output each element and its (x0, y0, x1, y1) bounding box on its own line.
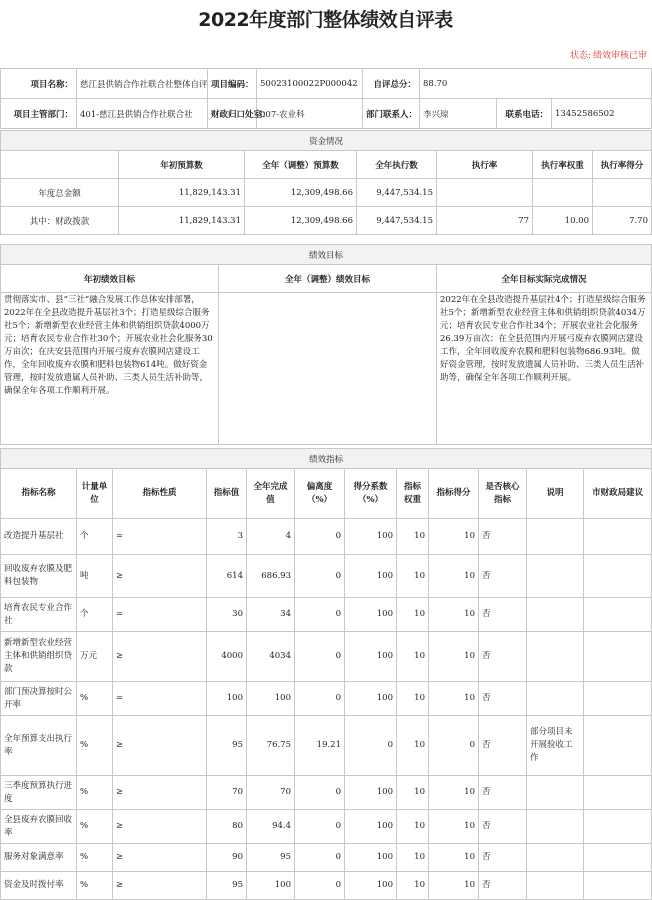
ind-coef: 100 (345, 682, 397, 716)
ind-score: 10 (429, 519, 479, 555)
ind-name: 全县废弃农膜回收率 (1, 810, 77, 844)
funds-row-score: 7.70 (593, 207, 652, 235)
ind-note (527, 844, 584, 872)
ind-score: 10 (429, 810, 479, 844)
ind-deviation: 0 (295, 810, 345, 844)
ind-deviation: 0 (295, 632, 345, 682)
ind-unit: % (77, 844, 113, 872)
ind-nature: ≥ (113, 776, 207, 810)
ind-core: 否 (479, 844, 527, 872)
ind-weight: 10 (397, 844, 429, 872)
ind-unit: 个 (77, 598, 113, 632)
ind-advice (584, 844, 652, 872)
funds-row-label: 年度总金额 (1, 179, 119, 207)
ind-weight: 10 (397, 598, 429, 632)
project-code-value: 50023100022P000042 (257, 69, 363, 99)
funds-row-initial: 11,829,143.31 (119, 207, 245, 235)
goals-actual-text: 2022年在全县改造提升基层社4个；打造星级综合服务社5个；新增新型农业经营主体和供销组织贷款4034万元；培育农民专业合作社34个；开展农业社会化服务26.39万亩次；在全县范围内开展弓废弃农膜网店建设工作，全年回收废弃农膜和肥料包装物686.93吨。做好资金管理，按时发放遗属人员补助、三类人员生活补助等，确保全年各项工作顺利开展。 (437, 293, 652, 445)
ind-note (527, 598, 584, 632)
goals-adjusted-text (219, 293, 437, 445)
ind-weight: 10 (397, 716, 429, 776)
ind-deviation: 0 (295, 555, 345, 598)
goals-header-actual: 全年目标实际完成情况 (437, 265, 652, 293)
ind-advice (584, 810, 652, 844)
funds-row-score (593, 179, 652, 207)
funds-row-rate (437, 179, 533, 207)
funds-corner (1, 151, 119, 179)
ind-header-note: 说明 (527, 469, 584, 519)
funds-header-rate: 执行率 (437, 151, 533, 179)
ind-note (527, 872, 584, 900)
ind-deviation: 0 (295, 598, 345, 632)
funds-row-adjusted: 12,309,498.66 (245, 179, 357, 207)
dept-label: 项目主管部门： (1, 99, 77, 129)
indicators-table (0, 448, 652, 900)
ind-header-coef: 得分系数（%） (345, 469, 397, 519)
score-label: 自评总分： (363, 69, 420, 99)
ind-coef: 100 (345, 844, 397, 872)
ind-header-target: 指标值 (207, 469, 247, 519)
ind-unit: 万元 (77, 632, 113, 682)
ind-actual: 100 (247, 872, 295, 900)
ind-nature: = (113, 598, 207, 632)
funds-row-weight: 10.00 (533, 207, 593, 235)
ind-weight: 10 (397, 555, 429, 598)
phone-value: 13452586502 (552, 99, 652, 129)
indicator-row (1, 632, 652, 682)
funds-row-executed: 9,447,534.15 (357, 179, 437, 207)
indicator-row (1, 519, 652, 555)
funds-header-initial: 年初预算数 (119, 151, 245, 179)
ind-core: 否 (479, 776, 527, 810)
ind-actual: 94.4 (247, 810, 295, 844)
ind-name: 部门预决算按时公开率 (1, 682, 77, 716)
ind-target: 95 (207, 716, 247, 776)
ind-unit: % (77, 776, 113, 810)
ind-coef: 0 (345, 716, 397, 776)
ind-name: 改造提升基层社 (1, 519, 77, 555)
ind-core: 否 (479, 810, 527, 844)
ind-coef: 100 (345, 519, 397, 555)
ind-target: 614 (207, 555, 247, 598)
project-name-label: 项目名称： (1, 69, 77, 99)
ind-score: 10 (429, 682, 479, 716)
ind-header-name: 指标名称 (1, 469, 77, 519)
ind-coef: 100 (345, 555, 397, 598)
status-badge (570, 48, 647, 61)
ind-header-nature: 指标性质 (113, 469, 207, 519)
info-table (0, 68, 652, 129)
ind-note (527, 682, 584, 716)
funds-row (1, 207, 652, 235)
ind-note (527, 519, 584, 555)
funds-row-label: 其中：财政拨款 (1, 207, 119, 235)
ind-note (527, 810, 584, 844)
ind-header-unit: 计量单位 (77, 469, 113, 519)
score-value: 88.70 (420, 69, 652, 99)
ind-unit: % (77, 716, 113, 776)
ind-advice (584, 555, 652, 598)
ind-nature: ≥ (113, 872, 207, 900)
ind-score: 10 (429, 776, 479, 810)
ind-actual: 4 (247, 519, 295, 555)
ind-coef: 100 (345, 632, 397, 682)
ind-nature: ≥ (113, 632, 207, 682)
funds-row (1, 179, 652, 207)
ind-target: 100 (207, 682, 247, 716)
ind-name: 资金及时拨付率 (1, 872, 77, 900)
ind-name: 服务对象满意率 (1, 844, 77, 872)
ind-weight: 10 (397, 776, 429, 810)
ind-header-core: 是否核心指标 (479, 469, 527, 519)
ind-actual: 76.75 (247, 716, 295, 776)
project-name-value: 慈江县供销合作社联合社整体自评 (77, 69, 208, 99)
funds-row-rate: 77 (437, 207, 533, 235)
ind-unit: % (77, 682, 113, 716)
ind-actual: 686.93 (247, 555, 295, 598)
ind-coef: 100 (345, 598, 397, 632)
ind-weight: 10 (397, 872, 429, 900)
ind-unit: 吨 (77, 555, 113, 598)
ind-header-score: 指标得分 (429, 469, 479, 519)
ind-weight: 10 (397, 682, 429, 716)
indicator-row (1, 844, 652, 872)
ind-note (527, 555, 584, 598)
ind-advice (584, 632, 652, 682)
ind-target: 90 (207, 844, 247, 872)
ind-note (527, 776, 584, 810)
ind-header-weight: 指标权重 (397, 469, 429, 519)
ind-coef: 100 (345, 872, 397, 900)
ind-nature: = (113, 682, 207, 716)
ind-advice (584, 598, 652, 632)
ind-deviation: 0 (295, 776, 345, 810)
ind-score: 0 (429, 716, 479, 776)
ind-actual: 4034 (247, 632, 295, 682)
page-title: 2022年度部门整体绩效自评表 (198, 9, 453, 31)
indicator-row (1, 598, 652, 632)
ind-deviation: 0 (295, 872, 345, 900)
goals-table (0, 244, 652, 445)
indicator-row (1, 872, 652, 900)
indicators-section-title: 绩效指标 (1, 449, 652, 469)
ind-coef: 100 (345, 810, 397, 844)
funds-row-initial: 11,829,143.31 (119, 179, 245, 207)
ind-nature: = (113, 519, 207, 555)
ind-target: 30 (207, 598, 247, 632)
ind-note (527, 632, 584, 682)
ind-score: 10 (429, 598, 479, 632)
ind-advice (584, 716, 652, 776)
ind-core: 否 (479, 682, 527, 716)
ind-nature: ≥ (113, 810, 207, 844)
ind-actual: 70 (247, 776, 295, 810)
ind-deviation: 0 (295, 682, 345, 716)
ind-advice (584, 776, 652, 810)
funds-header-weight: 执行率权重 (533, 151, 593, 179)
ind-actual: 100 (247, 682, 295, 716)
ind-target: 95 (207, 872, 247, 900)
ind-unit: 个 (77, 519, 113, 555)
ind-advice (584, 872, 652, 900)
funds-table (0, 130, 652, 235)
ind-nature: ≥ (113, 555, 207, 598)
ind-name: 全年预算支出执行率 (1, 716, 77, 776)
ind-deviation: 0 (295, 844, 345, 872)
ind-deviation: 0 (295, 519, 345, 555)
goals-header-initial: 年初绩效目标 (1, 265, 219, 293)
ind-target: 80 (207, 810, 247, 844)
ind-advice (584, 682, 652, 716)
indicator-row (1, 555, 652, 598)
ind-score: 10 (429, 555, 479, 598)
ind-core: 否 (479, 632, 527, 682)
ind-header-advice: 市财政局建议 (584, 469, 652, 519)
ind-nature: ≥ (113, 844, 207, 872)
status-value: 绩效审核已审 (592, 51, 647, 61)
project-code-label: 项目编码： (208, 69, 257, 99)
finance-label: 财政归口处室： (208, 99, 257, 129)
ind-core: 否 (479, 555, 527, 598)
funds-row-executed: 9,447,534.15 (357, 207, 437, 235)
ind-core: 否 (479, 872, 527, 900)
ind-core: 否 (479, 519, 527, 555)
funds-row-weight (533, 179, 593, 207)
ind-note: 部分项目未开展验收工作 (527, 716, 584, 776)
phone-label: 联系电话： (497, 99, 552, 129)
ind-unit: % (77, 872, 113, 900)
indicator-row (1, 776, 652, 810)
ind-weight: 10 (397, 810, 429, 844)
ind-nature: ≥ (113, 716, 207, 776)
ind-deviation: 19.21 (295, 716, 345, 776)
ind-score: 10 (429, 872, 479, 900)
funds-header-score: 执行率得分 (593, 151, 652, 179)
ind-name: 三季度预算执行进度 (1, 776, 77, 810)
funds-header-adjusted: 全年（调整）预算数 (245, 151, 357, 179)
goals-initial-text: 贯彻落实市、县“三社”融合发展工作总体安排部署，2022年在全县改造提升基层社3个；打造星级综合服务社5个；新增新型农业经营主体和供销组织贷款4000万元；培育农民专业合作社30个；开展农业社会化服务30万亩次；在庆安县范围内开展弓废弃农膜网店建设工作，全年回收废弃农膜和肥料包装物614吨。做好资金管理，按时发放遗属人员补助、三类人员生活补助等，确保全年各项工作顺利开展。 (1, 293, 219, 445)
indicator-row (1, 682, 652, 716)
ind-header-actual: 全年完成值 (247, 469, 295, 519)
goals-section-title: 绩效目标 (1, 245, 652, 265)
ind-score: 10 (429, 632, 479, 682)
funds-header-executed: 全年执行数 (357, 151, 437, 179)
ind-target: 4000 (207, 632, 247, 682)
ind-weight: 10 (397, 519, 429, 555)
contact-value: 李兴琼 (420, 99, 497, 129)
ind-actual: 34 (247, 598, 295, 632)
finance-value: 007-农业科 (257, 99, 363, 129)
indicator-row (1, 810, 652, 844)
ind-actual: 95 (247, 844, 295, 872)
ind-name: 培育农民专业合作社 (1, 598, 77, 632)
indicator-row (1, 716, 652, 776)
ind-score: 10 (429, 844, 479, 872)
status-label: 状态: (569, 51, 591, 61)
ind-name: 新增新型农业经营主体和供销组织贷款 (1, 632, 77, 682)
funds-row-adjusted: 12,309,498.66 (245, 207, 357, 235)
ind-target: 70 (207, 776, 247, 810)
contact-label: 部门联系人： (363, 99, 420, 129)
ind-header-deviation: 偏离度（%） (295, 469, 345, 519)
goals-header-adjusted: 全年（调整）绩效目标 (219, 265, 437, 293)
dept-value: 401-慈江县供销合作社联合社 (77, 99, 208, 129)
ind-name: 回收废弃农膜及肥料包装物 (1, 555, 77, 598)
ind-target: 3 (207, 519, 247, 555)
ind-unit: % (77, 810, 113, 844)
ind-core: 否 (479, 716, 527, 776)
ind-core: 否 (479, 598, 527, 632)
ind-coef: 100 (345, 776, 397, 810)
ind-weight: 10 (397, 632, 429, 682)
funds-section-title: 资金情况 (1, 131, 652, 151)
ind-advice (584, 519, 652, 555)
